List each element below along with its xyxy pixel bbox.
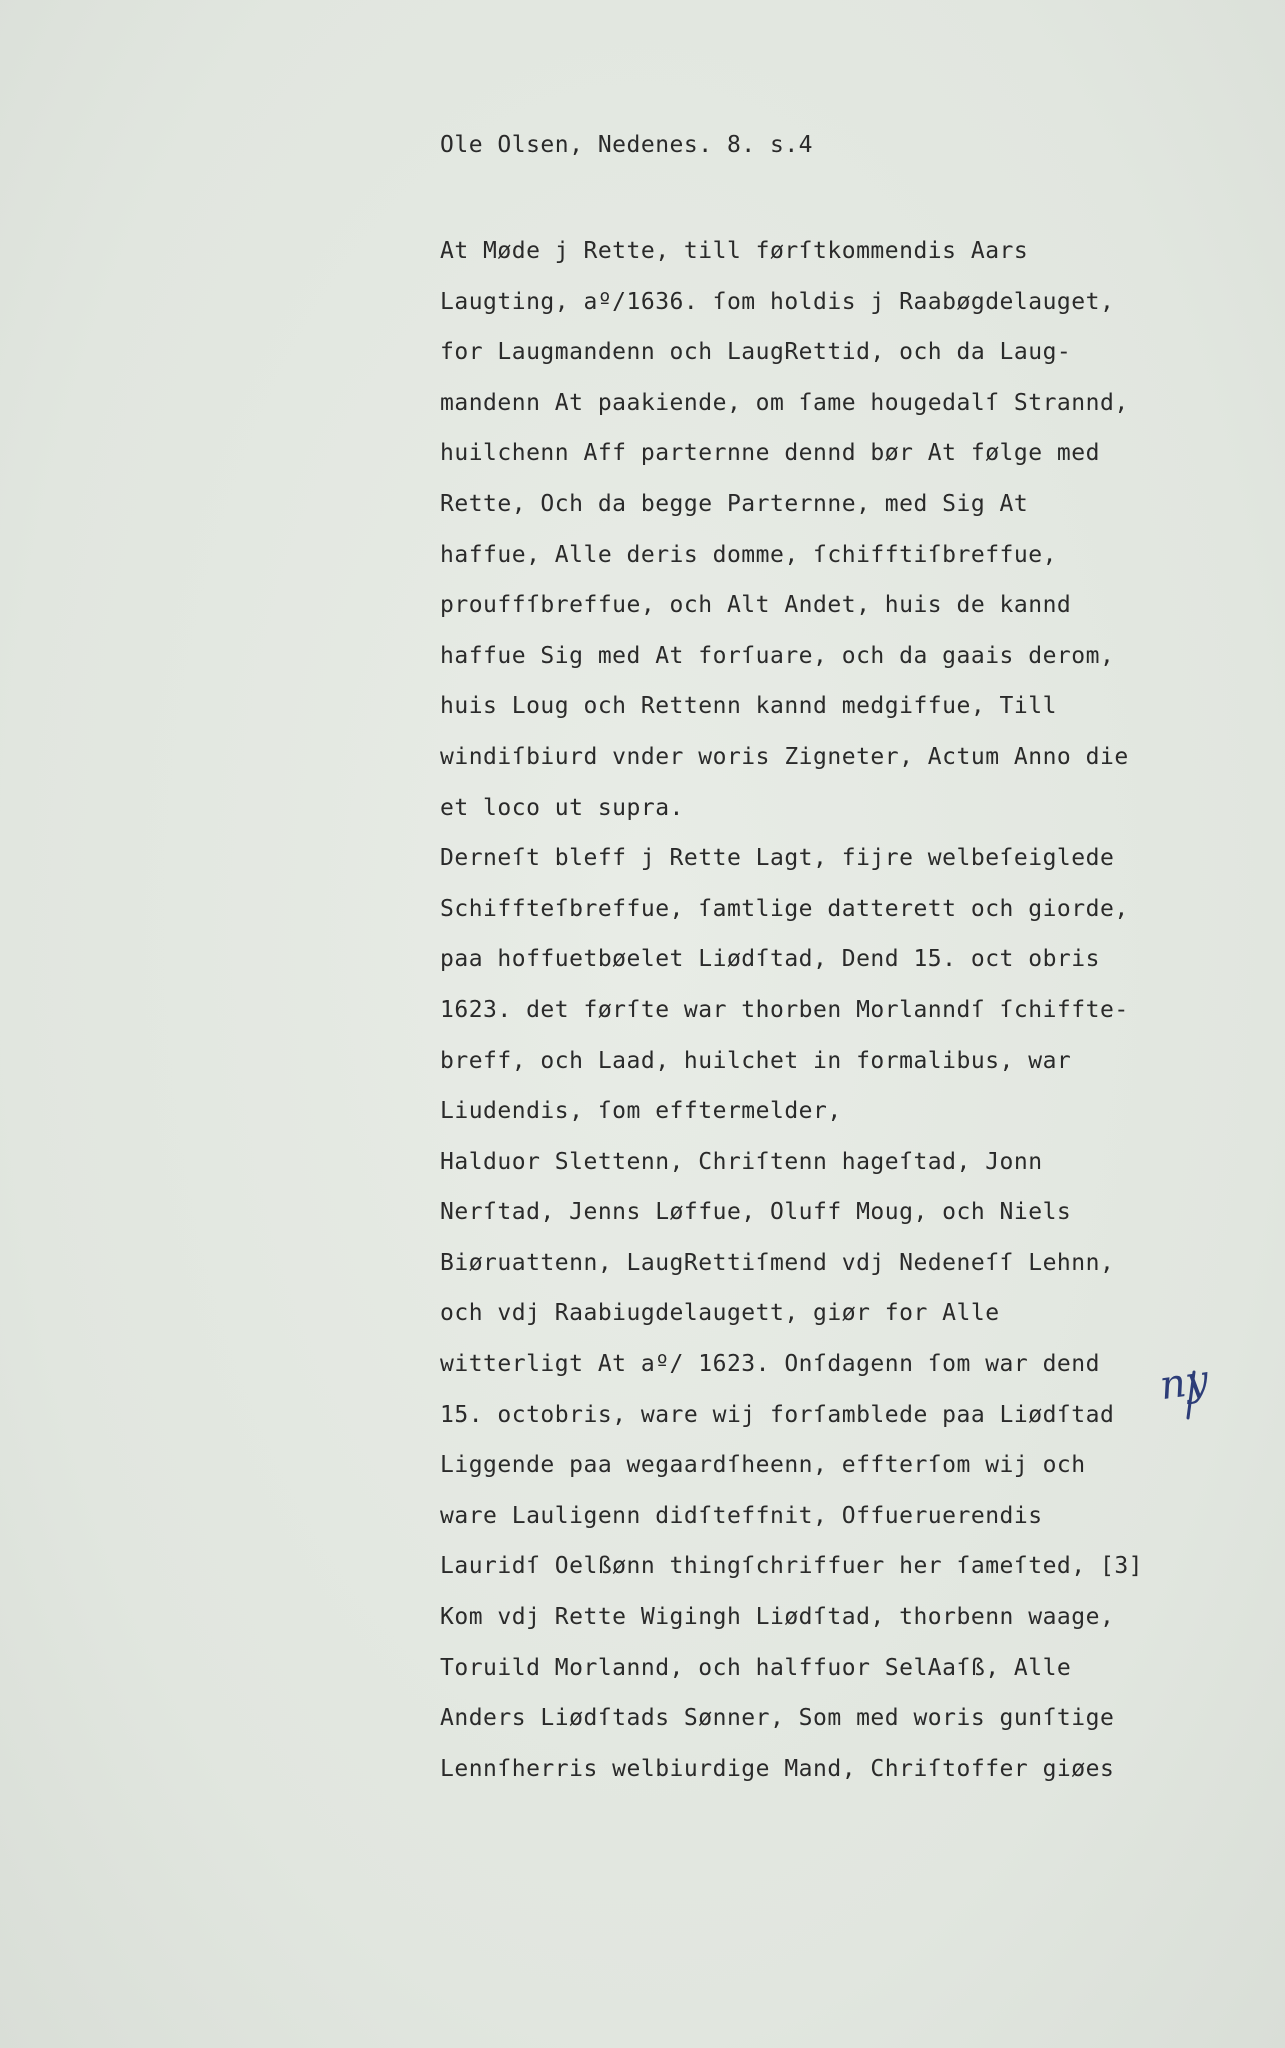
text-line: witterligt At aº/ 1623. Onſdagenn ſom war dend (440, 1351, 1100, 1378)
text-line: Biøruattenn, LaugRettiſmend vdj Nedeneſſ Lehnn, (440, 1249, 1115, 1276)
text-line: et loco ut supra. (440, 794, 684, 821)
text-line: prouffſbreffue, och Alt Andet, huis de kannd (440, 592, 1072, 619)
text-line: Liudendis, ſom efftermelder, (440, 1098, 842, 1125)
text-line: 15. octobris, ware wij forſamblede paa Liødſtad (440, 1401, 1115, 1428)
text-line: breff, och Laad, huilchet in formalibus, war (440, 1047, 1072, 1074)
text-line: paa hoffuetbøelet Liødſtad, Dend 15. oct obris (440, 946, 1100, 973)
text-line: Schiffteſbreffue, ſamtlige datterett och giorde, (440, 895, 1129, 922)
text-line: Nerſtad, Jenns Løffue, Oluff Moug, och Niels (440, 1199, 1072, 1226)
handwritten-margin-note: ny (1157, 1356, 1212, 1410)
text-line: for Laugmandenn och LaugRettid, och da Laug- (440, 339, 1072, 366)
handwritten-stroke-mark (1180, 1368, 1202, 1424)
text-line: och vdj Raabiugdelaugett, giør for Alle (440, 1300, 1000, 1327)
text-line: Lauridſ Oelßønn thingſchriffuer her ſameſted, [3] (440, 1553, 1144, 1580)
transcription-body (440, 226, 1200, 1794)
text-line: 1623. det førſte war thorben Morlanndſ ſchiffte- (440, 996, 1129, 1023)
text-line: huilchenn Aff parternne dennd bør At følge med (440, 440, 1100, 467)
text-line: haffue, Alle deris domme, ſchifftiſbreffue, (440, 541, 1057, 568)
text-line: mandenn At paakiende, om ſame hougedalſ Strannd, (440, 389, 1129, 416)
text-line: Rette, Och da begge Parternne, med Sig At (440, 490, 1029, 517)
text-line: haffue Sig med At forſuare, och da gaais derom, (440, 642, 1115, 669)
text-line: Lennſherris welbiurdige Mand, Chriſtoffer giøes (440, 1755, 1115, 1782)
text-line: Derneſt bleff j Rette Lagt, fijre welbeſeiglede (440, 845, 1115, 872)
text-line: Liggende paa wegaardſheenn, effterſom wij och (440, 1452, 1086, 1479)
text-line: Kom vdj Rette Wigingh Liødſtad, thorbenn waage, (440, 1604, 1115, 1631)
text-line: huis Loug och Rettenn kannd medgiffue, Till (440, 693, 1057, 720)
text-line: windiſbiurd vnder woris Zigneter, Actum Anno die (440, 743, 1129, 770)
text-line: Anders Liødſtads Sønner, Som med woris gunſtige (440, 1705, 1115, 1732)
page-header: Ole Olsen, Nedenes. 8. s.4 (440, 132, 814, 158)
text-line: ware Lauligenn didſteffnit, Offueruerendis (440, 1502, 1043, 1529)
text-line: At Møde j Rette, till førſtkommendis Aars (440, 238, 1029, 264)
text-line: Toruild Morlannd, och halffuor SelAaſß, Alle (440, 1654, 1072, 1681)
text-line: Laugting, aº/1636. ſom holdis j Raabøgdelauget, (440, 288, 1115, 315)
text-line: Halduor Slettenn, Chriſtenn hageſtad, Jonn (440, 1148, 1043, 1175)
